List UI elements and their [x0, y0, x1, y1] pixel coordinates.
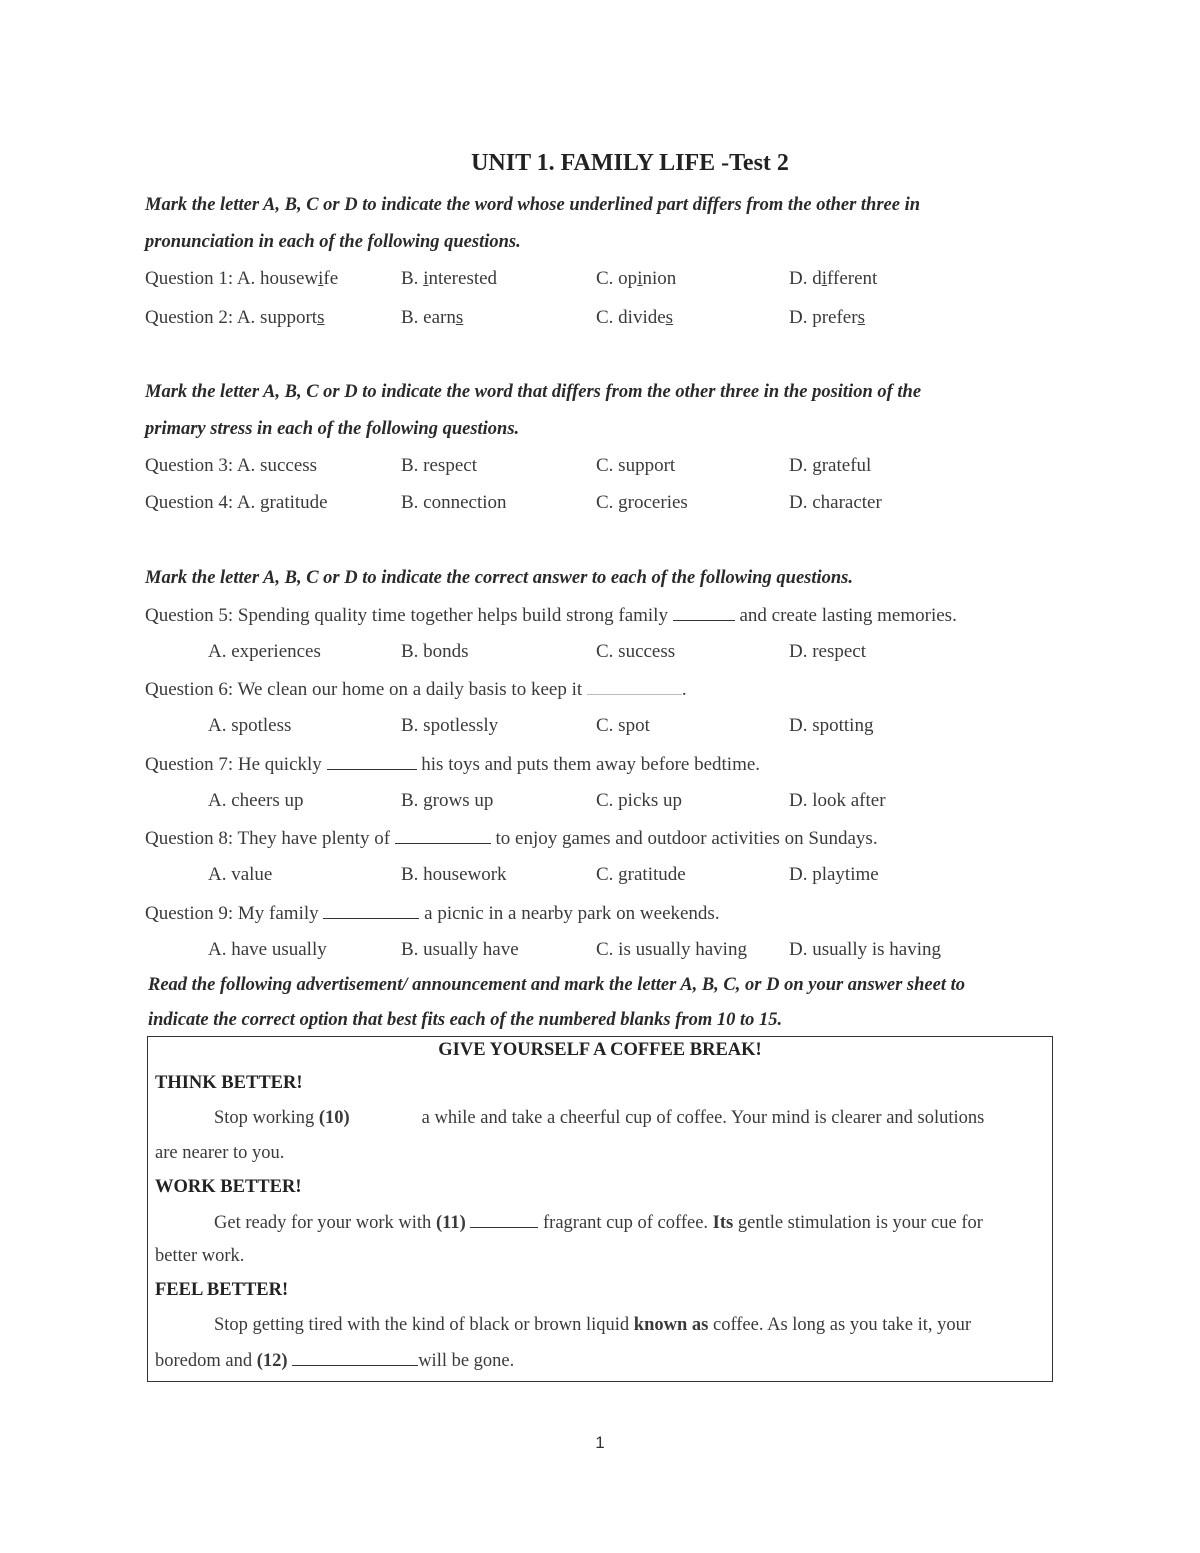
instruction-stress-line1: Mark the letter A, B, C or D to indicate the word that differs from the other three in the position of the — [145, 382, 922, 402]
paragraph-3-line-1: Stop getting tired with the kind of black or brown liquid known as coffee. As long as you take it, your — [214, 1315, 972, 1335]
answer-blank — [395, 827, 491, 844]
question-9-option-a[interactable]: A. have usually — [208, 939, 327, 960]
instruction-pronunciation-line2: pronunciation in each of the following questions. — [145, 232, 521, 252]
question-2-option-b[interactable]: B. earns — [401, 307, 464, 328]
answer-blank — [292, 1349, 418, 1366]
question-2-option-c[interactable]: C. divides — [596, 307, 674, 328]
question-5-option-d[interactable]: D. respect — [789, 641, 867, 662]
question-1-option-d[interactable]: D. different — [789, 268, 878, 289]
question-5-option-c[interactable]: C. success — [596, 641, 676, 662]
question-6-option-c[interactable]: C. spot — [596, 715, 650, 736]
question-8-option-c[interactable]: C. gratitude — [596, 864, 686, 885]
heading-work-better: WORK BETTER! — [155, 1177, 302, 1197]
question-7-stem: Question 7: He quickly his toys and puts them away before bedtime. — [145, 754, 761, 775]
heading-think-better: THINK BETTER! — [155, 1073, 303, 1093]
instruction-reading-line1: Read the following advertisement/ announcement and mark the letter A, B, C, or D on your answer sheet to — [148, 975, 965, 995]
question-7-option-a[interactable]: A. cheers up — [208, 790, 304, 811]
question-3-option-c[interactable]: C. support — [596, 455, 676, 476]
question-1-option-c[interactable]: C. opinion — [596, 268, 677, 289]
question-7-option-c[interactable]: C. picks up — [596, 790, 683, 811]
question-1-option-a[interactable]: Question 1: A. housewife — [145, 268, 339, 289]
instruction-correct-answer: Mark the letter A, B, C or D to indicate the correct answer to each of the following questions. — [145, 568, 853, 588]
question-8-stem: Question 8: They have plenty of to enjoy games and outdoor activities on Sundays. — [145, 828, 878, 849]
question-6-stem: Question 6: We clean our home on a daily basis to keep it . — [145, 679, 687, 700]
question-5-option-a[interactable]: A. experiences — [208, 641, 321, 662]
question-7-option-b[interactable]: B. grows up — [401, 790, 494, 811]
answer-blank — [673, 604, 735, 621]
question-6-option-d[interactable]: D. spotting — [789, 715, 874, 736]
question-8-option-a[interactable]: A. value — [208, 864, 273, 885]
question-9-option-d[interactable]: D. usually is having — [789, 939, 941, 960]
blank-number-11: (11) — [435, 1213, 466, 1233]
page-number: 1 — [595, 1433, 605, 1452]
question-8-option-d[interactable]: D. playtime — [789, 864, 879, 885]
paragraph-1-line-1: Stop working (10) a while and take a cheerful cup of coffee. Your mind is clearer and solutions — [214, 1108, 985, 1128]
answer-blank — [327, 753, 417, 770]
question-9-stem: Question 9: My family a picnic in a nearby park on weekends. — [145, 903, 720, 924]
question-3-option-b[interactable]: B. respect — [401, 455, 477, 476]
question-9-option-c[interactable]: C. is usually having — [596, 939, 747, 960]
question-4-option-d[interactable]: D. character — [789, 492, 882, 513]
answer-blank — [587, 678, 682, 695]
heading-feel-better: FEEL BETTER! — [155, 1280, 289, 1300]
question-1-option-b[interactable]: B. interested — [401, 268, 498, 289]
blank-number-10: (10) — [318, 1108, 350, 1128]
question-9-option-b[interactable]: B. usually have — [401, 939, 519, 960]
instruction-reading-line2: indicate the correct option that best fits each of the numbered blanks from 10 to 15. — [148, 1010, 783, 1030]
question-6-option-b[interactable]: B. spotlessly — [401, 715, 499, 736]
paragraph-1-line-2: are nearer to you. — [155, 1143, 285, 1163]
advertisement-title: GIVE YOURSELF A COFFEE BREAK! — [438, 1040, 762, 1060]
question-7-option-d[interactable]: D. look after — [789, 790, 886, 811]
answer-blank — [470, 1211, 538, 1228]
question-3-option-d[interactable]: D. grateful — [789, 455, 872, 476]
page-title: UNIT 1. FAMILY LIFE -Test 2 — [471, 150, 789, 176]
answer-blank — [323, 902, 419, 919]
question-6-option-a[interactable]: A. spotless — [208, 715, 292, 736]
instruction-pronunciation-line1: Mark the letter A, B, C or D to indicate the word whose underlined part differs from the other three in — [145, 195, 921, 215]
paragraph-2-line-1: Get ready for your work with (11) fragrant cup of coffee. Its gentle stimulation is your cue for — [214, 1213, 983, 1233]
question-4-option-c[interactable]: C. groceries — [596, 492, 688, 513]
blank-number-12: (12) — [256, 1351, 288, 1371]
question-3-option-a[interactable]: Question 3: A. success — [145, 455, 318, 476]
paragraph-2-line-2: better work. — [155, 1246, 245, 1266]
question-2-option-a[interactable]: Question 2: A. supports — [145, 307, 325, 328]
question-2-option-d[interactable]: D. prefers — [789, 307, 865, 328]
paragraph-3-line-2: boredom and (12) will be gone. — [155, 1351, 515, 1371]
question-5-stem: Question 5: Spending quality time together helps build strong family and create lasting memories. — [145, 605, 957, 626]
instruction-stress-line2: primary stress in each of the following questions. — [145, 419, 520, 439]
question-8-option-b[interactable]: B. housework — [401, 864, 507, 885]
question-4-option-a[interactable]: Question 4: A. gratitude — [145, 492, 328, 513]
question-5-option-b[interactable]: B. bonds — [401, 641, 469, 662]
question-4-option-b[interactable]: B. connection — [401, 492, 507, 513]
